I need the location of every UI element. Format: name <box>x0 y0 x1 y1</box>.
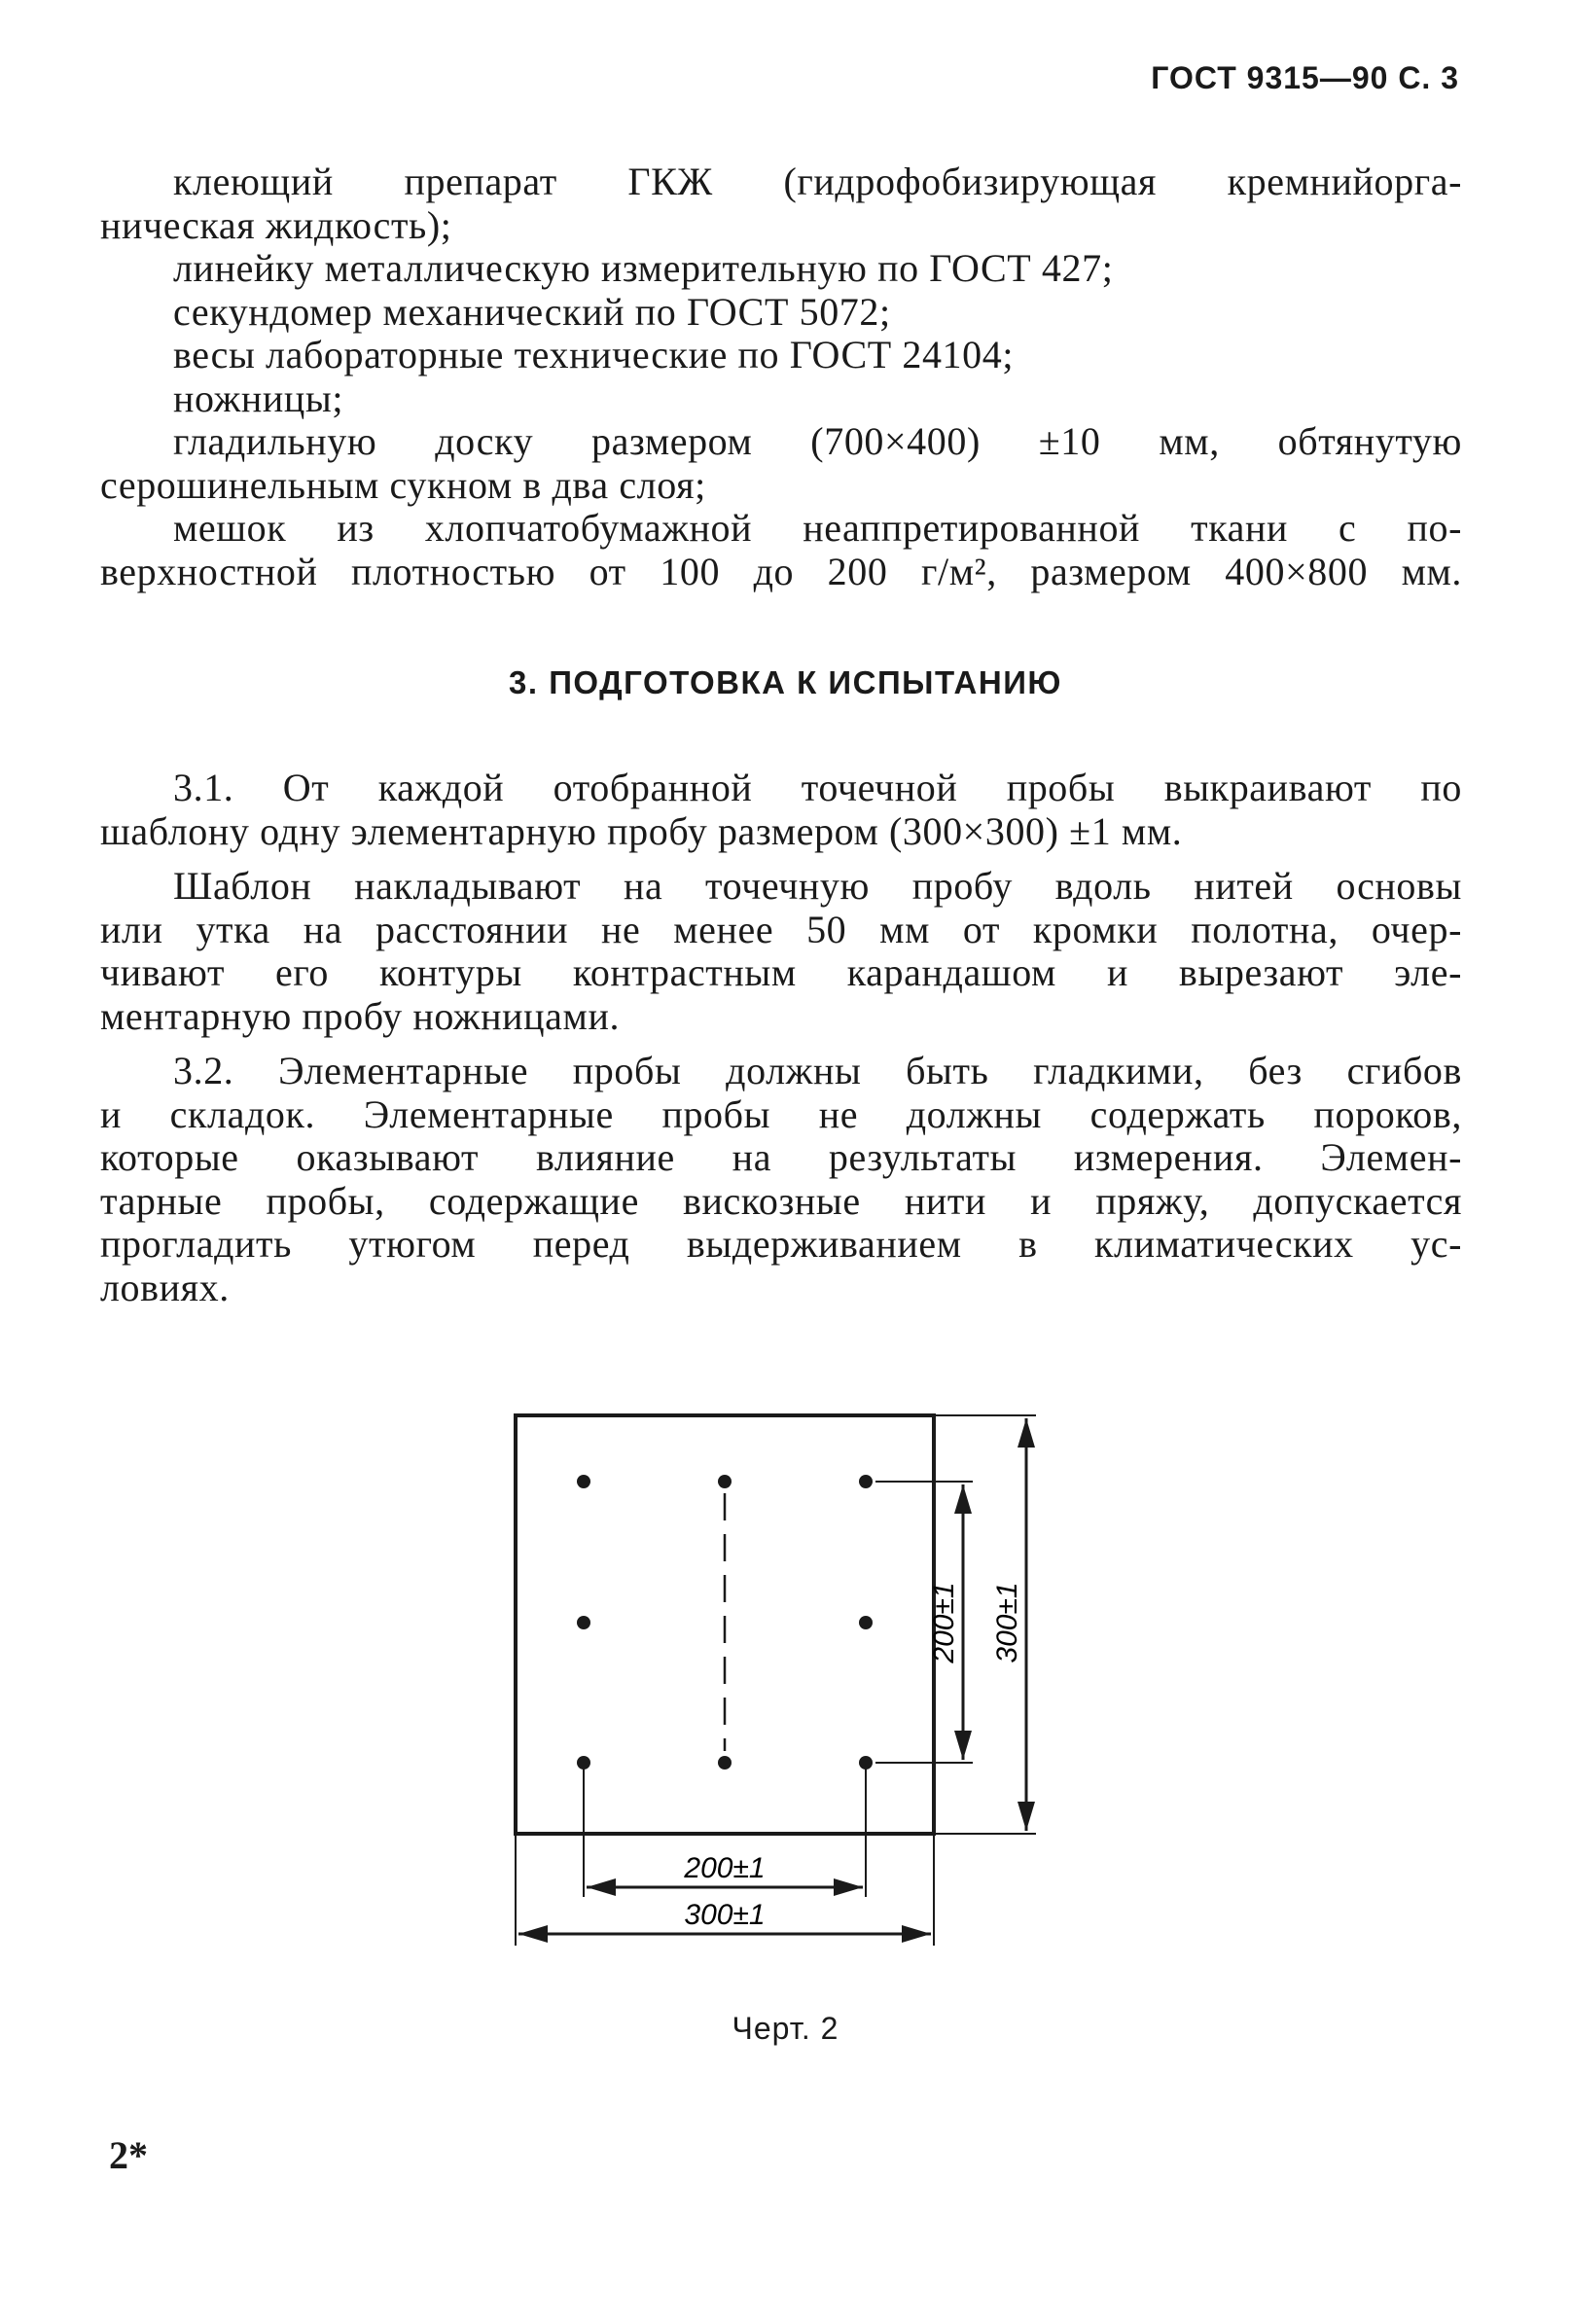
measurement-point <box>577 1616 590 1629</box>
measurement-point <box>859 1616 873 1629</box>
paragraph-line: и складок. Элементарные пробы не должны содержать пороков, <box>100 1091 1462 1136</box>
list-line: клеющий препарат ГКЖ (гидрофобизирующая кремнийорга- <box>173 160 1462 203</box>
signature-mark: 2* <box>109 2133 148 2177</box>
list-line: мешок из хлопчатобумажной неаппретированной ткани с по- <box>173 506 1462 550</box>
dim-label-inner-horizontal: 200±1 <box>684 1852 766 1884</box>
paragraph-line: чивают его контуры контрастным карандашом и вырезают эле- <box>100 950 1462 994</box>
paragraph-line: 3.1. От каждой отобранной точечной пробы выкраивают по <box>173 766 1462 809</box>
sample-template-drawing <box>506 1401 1051 1965</box>
dimension-lines <box>518 1418 1026 1934</box>
measurement-point <box>718 1475 732 1488</box>
list-line: ножницы; <box>173 375 344 420</box>
list-line: секундомер механический по ГОСТ 5072; <box>173 289 891 334</box>
list-line: линейку металлическую измерительную по ГОСТ 427; <box>173 246 1114 290</box>
paragraph-line: ментарную пробу ножницами. <box>100 993 621 1038</box>
paragraph-line: тарные пробы, содержащие вискозные нити и пряжу, допускается <box>100 1178 1462 1223</box>
paragraph-line: Шаблон накладывают на точечную пробу вдоль нитей основы <box>173 864 1462 908</box>
dim-label-inner-vertical: 200±1 <box>928 1582 960 1663</box>
paragraph-line: которые оказывают влияние на результаты измерения. Элемен- <box>100 1135 1462 1179</box>
measurement-point <box>859 1475 873 1488</box>
list-line: весы лабораторные технические по ГОСТ 24104; <box>173 333 1015 376</box>
extension-lines <box>516 1415 1036 1946</box>
list-line: серошинельным сукном в два слоя; <box>100 462 706 507</box>
section-body <box>100 767 1462 1309</box>
list-line: верхностной плотностью от 100 до 200 г/м², размером 400×800 мм. <box>100 549 1462 593</box>
equipment-list <box>100 161 1462 593</box>
paragraph-line: шаблону одну элементарную пробу размером (300×300) ±1 мм. <box>100 808 1183 853</box>
list-line: ническая жидкость); <box>100 202 452 247</box>
list-line: гладильную доску размером (700×400) ±10 мм, обтянутую <box>173 419 1462 463</box>
paragraph-line: или утка на расстоянии не менее 50 мм от кромки полотна, очер- <box>100 907 1462 951</box>
dim-label-outer-vertical: 300±1 <box>991 1582 1023 1663</box>
dim-label-outer-horizontal: 300±1 <box>684 1899 766 1931</box>
measurement-point <box>577 1475 590 1488</box>
paragraph-line: прогладить утюгом перед выдерживанием в климатических ус- <box>100 1222 1462 1266</box>
running-header: ГОСТ 9315—90 С. 3 <box>1151 60 1459 95</box>
section-heading: 3. ПОДГОТОВКА К ИСПЫТАНИЮ <box>509 664 1062 700</box>
paragraph-line: ловиях. <box>100 1265 230 1309</box>
measurement-point <box>718 1756 732 1770</box>
paragraph-line: 3.2. Элементарные пробы должны быть гладкими, без сгибов <box>173 1049 1462 1092</box>
figure-caption: Черт. 2 <box>732 2011 839 2046</box>
